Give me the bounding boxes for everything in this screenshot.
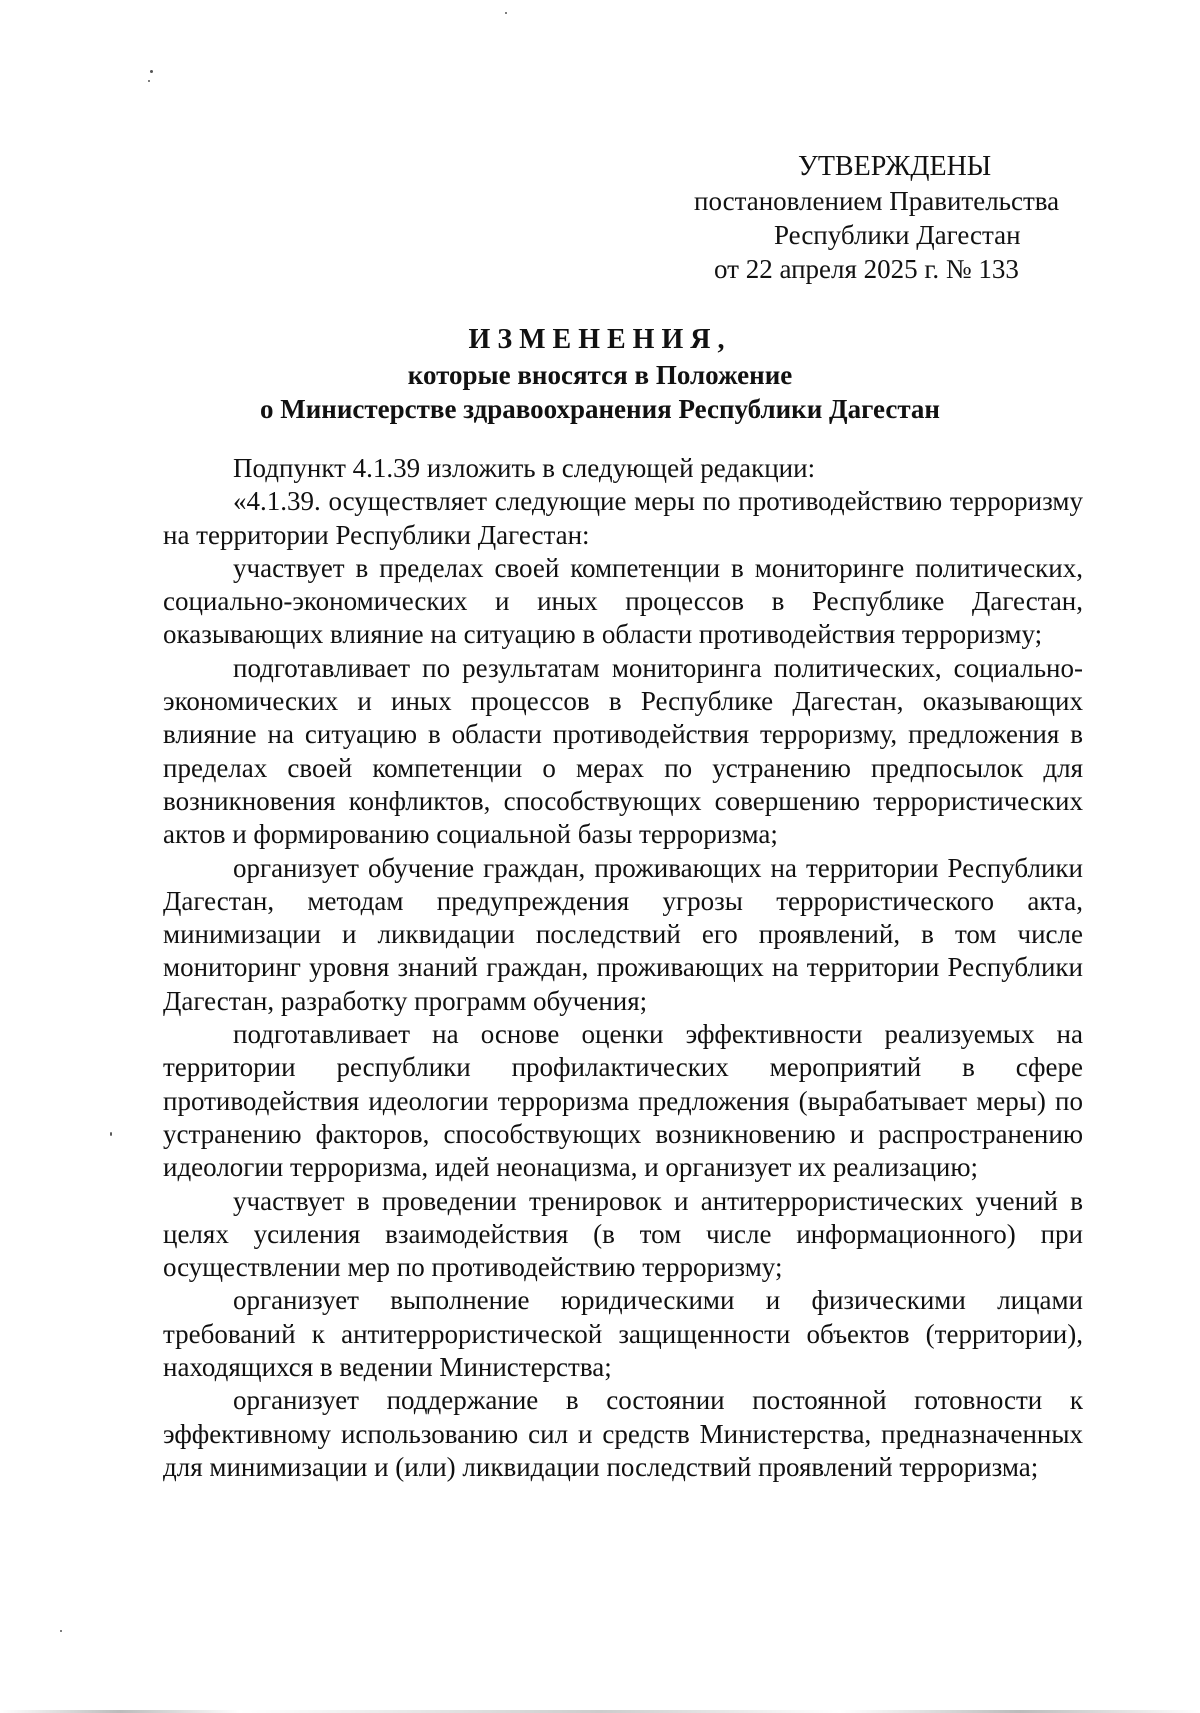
republic-line: Республики Дагестан bbox=[774, 220, 1021, 250]
date-number-line: от 22 апреля 2025 г. № 133 bbox=[714, 254, 1019, 284]
paragraph: участвует в пределах своей компетенции в мониторинге политических, социально-экономических и иных процессов в Республике Дагестан, оказывающих влияние на ситуацию в области противодействия терроризму; bbox=[163, 552, 1083, 650]
paragraph: Подпункт 4.1.39 изложить в следующей редакции: bbox=[233, 453, 816, 483]
paragraph: подготавливает на основе оценки эффективности реализуемых на территории республики профилактических мероприятий в сфере противодействия идеологии терроризма предложения (вырабатывает меры) по устранению факторов, способствующих возникновению и распространению идеологии терроризма, идей неонацизма, и организует их реализацию; bbox=[163, 1019, 1083, 1183]
paragraph: участвует в проведении тренировок и антитеррористических учений в целях усиления взаимодействия (в том числе информационного) при осуществлении мер по противодействию терроризму; bbox=[163, 1185, 1083, 1283]
paragraph: подготавливает по результатам мониторинга политических, социально-экономических и иных процессов в Республике Дагестан, оказывающих влияние на ситуацию в области противодействия терроризму, предложения в пределах своей компетенции о мерах по устранению предпосылок для возникновения конфликтов, способствующих совершению террористических актов и формированию социальной базы терроризма; bbox=[163, 652, 1083, 850]
paragraph: организует обучение граждан, проживающих на территории Республики Дагестан, методам предупреждения угрозы террористического акта, минимизации и ликвидации последствий его проявлений, в том числе мониторинг уровня знаний граждан, проживающих на территории Республики Дагестан, разработку программ обучения; bbox=[163, 852, 1083, 1016]
paragraph: организует поддержание в состоянии постоянной готовности к эффективному использованию сил и средств Министерства, предназначенных для минимизации и (или) ликвидации последствий проявлений терроризма; bbox=[163, 1385, 1083, 1482]
document-title: ИЗМЕНЕНИЯ, bbox=[468, 324, 732, 355]
decree-line: постановлением Правительства bbox=[694, 186, 1060, 216]
scan-speck bbox=[148, 80, 150, 82]
approval-block bbox=[690, 150, 1090, 286]
approved-label: УТВЕРЖДЕНЫ bbox=[798, 151, 992, 182]
scan-speck bbox=[505, 12, 507, 14]
document-body bbox=[163, 452, 1083, 1484]
paragraph: организует выполнение юридическими и физическими лицами требований к антитеррористической защищенности объектов (территории), находящихся в ведении Министерства; bbox=[163, 1285, 1083, 1383]
scan-speck bbox=[60, 1630, 62, 1632]
heading-line-2: о Министерстве здравоохранения Республики Дагестан bbox=[260, 394, 940, 424]
scan-speck bbox=[150, 70, 153, 73]
scan-speck bbox=[110, 1132, 112, 1136]
heading-line-1: которые вносятся в Положение bbox=[407, 360, 793, 390]
paragraph: «4.1.39. осуществляет следующие меры по противодействию терроризму на территории Республики Дагестан: bbox=[163, 486, 1083, 550]
document-heading bbox=[120, 322, 1080, 426]
